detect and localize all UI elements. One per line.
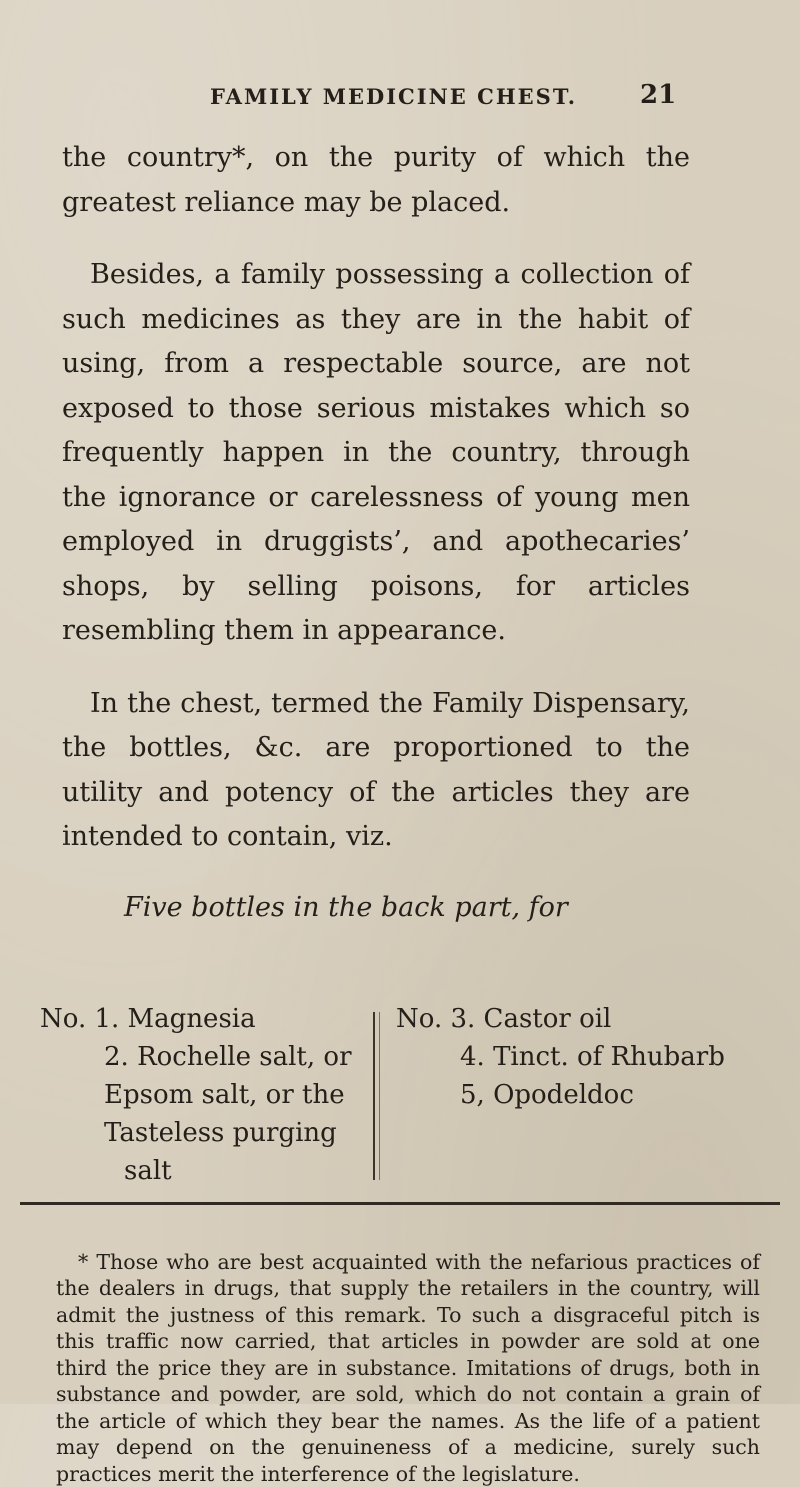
bottle-item: Tasteless purging [40, 1114, 362, 1152]
bottle-list-left-column [40, 1000, 362, 1190]
column-divider [379, 1012, 380, 1180]
bottle-item: No. 1. Magnesia [40, 1000, 362, 1038]
bottle-item: 2. Rochelle salt, or [40, 1038, 362, 1076]
footnote-rule [20, 1202, 780, 1205]
column-divider [373, 1012, 375, 1180]
footnote: * Those who are best acquainted with the nefarious practices of the dealers in drugs, that supply the retailers in the country, will admit the justness of this remark. To such a disgraceful pitch is this traffic now carried, that articles in powder are sold at one third the price they are in substance. Imitations of drugs, both in substance and powder, are sold, which do not contain a grain of the article of which they bear the names. As the life of a patient may depend on the genuineness of a medicine, surely such practices merit the interference of the legislature. [56, 1249, 760, 1487]
body-text [62, 136, 690, 930]
running-title: FAMILY MEDICINE CHEST. [210, 84, 577, 109]
bottle-item: salt [40, 1152, 362, 1190]
bottle-item: No. 3. Castor oil [396, 1000, 756, 1038]
paragraph-continuation: the country*, on the purity of which the greatest reliance may be placed. [62, 136, 690, 225]
paragraph-besides: Besides, a family possessing a collection of such medicines as they are in the habit of using, from a respectable source, are not exposed to those serious mistakes which so frequently happen in the country, through the ignorance or carelessness of young men employed in druggists’, and apothecaries’ shops, by selling poisons, for articles resembling them in appearance. [62, 253, 690, 654]
bottle-item: Epsom salt, or the [40, 1076, 362, 1114]
bottle-list-right-column [396, 1000, 756, 1114]
bottles-subhead: Five bottles in the back part, for [62, 886, 690, 930]
bottle-item: 5, Opodeldoc [396, 1076, 756, 1114]
page-number: 21 [640, 80, 676, 110]
paragraph-chest: In the chest, termed the Family Dispensary, the bottles, &c. are proportioned to the utility and potency of the articles they are intended to contain, viz. [62, 682, 690, 860]
bottle-item: 4. Tinct. of Rhubarb [396, 1038, 756, 1076]
running-head [0, 84, 800, 114]
